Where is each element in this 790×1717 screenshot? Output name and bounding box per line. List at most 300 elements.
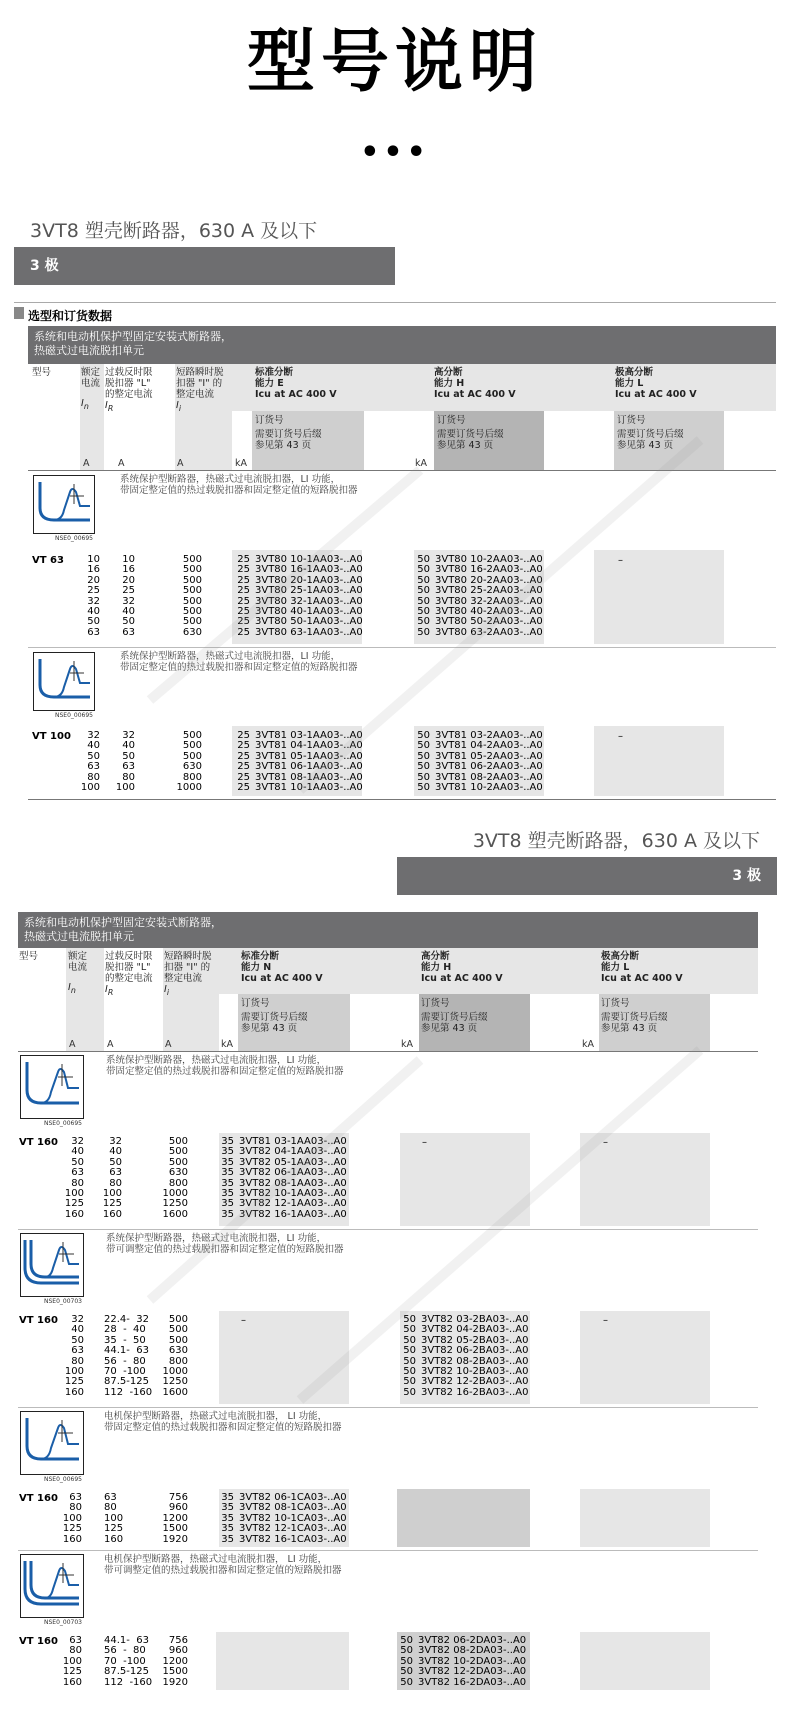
table-cell: 50 bbox=[400, 1635, 413, 1646]
table-cell: 500 bbox=[182, 606, 202, 618]
unit-ka: kA bbox=[401, 1039, 414, 1050]
table-cell: 35 bbox=[221, 1512, 234, 1524]
table-cell: 50 bbox=[417, 761, 430, 773]
table-cell: 125 bbox=[64, 1198, 84, 1210]
table-cell: 50 bbox=[400, 1655, 413, 1667]
table-cell: 50 bbox=[403, 1366, 416, 1378]
hdr-type: 型号 bbox=[32, 367, 52, 378]
col-order-e bbox=[255, 555, 363, 638]
section1-pole-bar bbox=[14, 247, 395, 285]
table-cell: 40 bbox=[109, 1146, 122, 1158]
table-cell: 50 bbox=[417, 616, 430, 628]
table2-title-bar bbox=[18, 912, 758, 948]
type-label: VT 160 bbox=[19, 1493, 58, 1504]
table-cell: 125 bbox=[104, 1523, 124, 1535]
table-cell: 50 bbox=[403, 1386, 416, 1398]
col-order-h bbox=[435, 555, 543, 638]
order-hdr-n: 订货号 需要订货号后缀 参见第 43 页 bbox=[241, 998, 308, 1034]
table-cell: 50 bbox=[417, 730, 430, 741]
table-cell: 3VT82 10-2BA03-..A0 bbox=[421, 1366, 529, 1378]
order-hdr-l: 订货号 需要订货号后缀 参见第 43 页 bbox=[601, 998, 668, 1034]
table-cell: 500 bbox=[182, 585, 202, 597]
group-rule bbox=[18, 1229, 758, 1230]
table-cell: 35 bbox=[221, 1188, 234, 1200]
table-cell: 50 bbox=[87, 616, 100, 628]
table-cell: 20 bbox=[87, 574, 100, 586]
table-cell: 3VT80 32-2AA03-..A0 bbox=[435, 595, 543, 607]
col-ir bbox=[104, 1636, 154, 1688]
table-cell: 50 bbox=[400, 1676, 413, 1688]
table-cell: 3VT80 25-1AA03-..A0 bbox=[255, 585, 363, 597]
table-cell: 63 bbox=[71, 1167, 84, 1179]
icon-code: NSE0_00695 bbox=[55, 535, 93, 542]
table-cell: 1500 bbox=[162, 1523, 188, 1535]
table-cell: 756 bbox=[168, 1635, 188, 1646]
icon-code: NSE0_00703 bbox=[44, 1298, 82, 1305]
table-cell: 80 bbox=[69, 1645, 82, 1657]
type-label: VT 160 bbox=[19, 1315, 58, 1326]
col-in bbox=[74, 731, 100, 793]
type-label: VT 100 bbox=[32, 731, 71, 742]
col-ka-e bbox=[234, 731, 250, 793]
table-title-line2: 热磁式过电流脱扣单元 bbox=[34, 344, 144, 357]
table-cell: 50 bbox=[417, 771, 430, 783]
table-cell: 40 bbox=[122, 606, 135, 618]
table-cell: 80 bbox=[69, 1502, 82, 1514]
hdr-capacity-l: 极高分断 能力 L Icu at AC 400 V bbox=[601, 951, 683, 984]
header-bottom-rule bbox=[18, 1051, 758, 1052]
table-cell: 50 bbox=[403, 1355, 416, 1367]
table-cell: 50 bbox=[417, 574, 430, 586]
group-description: 电机保护型断路器，热磁式过电流脱扣器， LI 功能， 带可调整定值的热过载脱扣器和固定整定值的短路脱扣器 bbox=[104, 1554, 342, 1576]
table-cell: 630 bbox=[182, 761, 202, 773]
table-cell: 32 bbox=[109, 1136, 122, 1147]
table-cell: 50 bbox=[403, 1334, 416, 1346]
not-available-dash: – bbox=[422, 1137, 427, 1148]
table-cell: 3VT81 04-1AA03-..A0 bbox=[255, 740, 363, 752]
table-cell: 3VT80 63-2AA03-..A0 bbox=[435, 626, 543, 638]
hdr-capacity-h: 高分断 能力 H Icu at AC 400 V bbox=[421, 951, 503, 984]
table-cell: 35 - 50 bbox=[104, 1334, 146, 1346]
table-cell: 3VT82 10-1AA03-..A0 bbox=[239, 1188, 347, 1200]
hdr-capacity-n: 标准分断 能力 N Icu at AC 400 V bbox=[241, 951, 323, 984]
table-cell: 25 bbox=[87, 585, 100, 597]
table-cell: 32 bbox=[71, 1314, 84, 1325]
not-available-dash: – bbox=[241, 1315, 246, 1326]
table-cell: 3VT82 10-2DA03-..A0 bbox=[418, 1655, 527, 1667]
table-cell: 125 bbox=[62, 1523, 82, 1535]
table-cell: 50 bbox=[417, 564, 430, 576]
table-cell: 100 bbox=[115, 782, 135, 794]
page-title: 型号说明 bbox=[246, 23, 543, 102]
table-cell: 50 bbox=[87, 750, 100, 762]
table-cell: 35 bbox=[221, 1533, 234, 1545]
col-ir bbox=[105, 731, 135, 793]
table-cell: 32 bbox=[87, 730, 100, 741]
table-cell: 1200 bbox=[162, 1512, 188, 1524]
table1-title-bar bbox=[28, 326, 776, 364]
table-cell: 3VT82 12-1CA03-..A0 bbox=[239, 1523, 347, 1535]
table-cell: 63 bbox=[87, 761, 100, 773]
col-ii bbox=[170, 555, 202, 638]
unit-a: A bbox=[177, 458, 184, 469]
col-ir bbox=[104, 1493, 134, 1545]
col-in bbox=[74, 555, 100, 638]
group-rule bbox=[28, 647, 776, 648]
col-ka-h bbox=[397, 1636, 413, 1688]
table-cell: 50 bbox=[122, 616, 135, 628]
order-hdr-h: 订货号 需要订货号后缀 参见第 43 页 bbox=[421, 998, 488, 1034]
row-shade-n bbox=[216, 1632, 349, 1690]
table-cell: 3VT82 06-2DA03-..A0 bbox=[418, 1635, 527, 1646]
section-marker bbox=[14, 307, 24, 319]
table-cell: 3VT82 16-2DA03-..A0 bbox=[418, 1676, 527, 1688]
col-ir bbox=[104, 1315, 154, 1398]
table-cell: 1000 bbox=[176, 782, 202, 794]
table-cell: 63 bbox=[71, 1345, 84, 1357]
table-cell: 28 - 40 bbox=[104, 1324, 146, 1336]
table-cell: 35 bbox=[221, 1208, 234, 1220]
table-cell: 500 bbox=[168, 1314, 188, 1325]
col-order-h bbox=[435, 731, 543, 793]
group-description: 系统保护型断路器，热磁式过电流脱扣器，LI 功能， 带固定整定值的热过载脱扣器和固定整定值的短路脱扣器 bbox=[120, 474, 358, 496]
table-cell: 3VT81 05-2AA03-..A0 bbox=[435, 750, 543, 762]
table-cell: 25 bbox=[237, 740, 250, 752]
table-cell: 3VT82 08-2BA03-..A0 bbox=[421, 1355, 529, 1367]
row-shade-l bbox=[580, 1632, 710, 1690]
table-cell: 87.5-125 bbox=[104, 1376, 149, 1388]
table-bottom-rule bbox=[28, 799, 776, 800]
row-shade-l bbox=[580, 1311, 710, 1404]
table-cell: 35 bbox=[221, 1198, 234, 1210]
hdr-short: 短路瞬时脱 扣器 "I" 的 整定电流 $I_i$ bbox=[164, 951, 212, 997]
table-cell: 16 bbox=[87, 564, 100, 576]
group-rule bbox=[18, 1550, 758, 1551]
table-cell: 50 bbox=[417, 782, 430, 794]
hdr-capacity-h: 高分断 能力 H Icu at AC 400 V bbox=[434, 367, 516, 400]
table-cell: 3VT81 10-1AA03-..A0 bbox=[255, 782, 363, 794]
table-cell: 3VT81 04-2AA03-..A0 bbox=[435, 740, 543, 752]
table-cell: 56 - 80 bbox=[104, 1355, 146, 1367]
icon-code: NSE0_00695 bbox=[44, 1120, 82, 1127]
table-cell: 3VT81 10-2AA03-..A0 bbox=[435, 782, 543, 794]
table-cell: 32 bbox=[122, 730, 135, 741]
icon-code: NSE0_00695 bbox=[55, 712, 93, 719]
col-ka-n bbox=[218, 1493, 234, 1545]
col-ka-h bbox=[414, 555, 430, 638]
table-cell: 100 bbox=[80, 782, 100, 794]
table-cell: 500 bbox=[168, 1324, 188, 1336]
table-cell: 160 bbox=[62, 1676, 82, 1688]
table-cell: 16 bbox=[122, 564, 135, 576]
table-cell: 500 bbox=[168, 1334, 188, 1346]
pole-label: 3 极 bbox=[732, 868, 761, 884]
col-in bbox=[58, 1493, 82, 1545]
table-cell: 500 bbox=[182, 750, 202, 762]
table-cell: 70 -100 bbox=[104, 1366, 146, 1378]
table-cell: 500 bbox=[168, 1146, 188, 1158]
table-cell: 63 bbox=[122, 626, 135, 638]
unit-ka: kA bbox=[221, 1039, 234, 1050]
table-cell: 3VT82 12-2BA03-..A0 bbox=[421, 1376, 529, 1388]
breaker-curve-icon bbox=[20, 1411, 84, 1475]
unit-ka: kA bbox=[582, 1039, 595, 1050]
col-order-n bbox=[239, 1493, 347, 1545]
table-cell: 960 bbox=[168, 1645, 188, 1657]
table-cell: 87.5-125 bbox=[104, 1666, 149, 1678]
hdr-rated: 额定 电流 $I_n$ bbox=[68, 951, 88, 995]
table-cell: 100 bbox=[102, 1188, 122, 1200]
col-in bbox=[60, 1137, 84, 1220]
table-cell: 80 bbox=[87, 771, 100, 783]
table-cell: 3VT82 12-2DA03-..A0 bbox=[418, 1666, 527, 1678]
table-cell: 500 bbox=[182, 616, 202, 628]
table-cell: 63 bbox=[104, 1492, 117, 1503]
table-cell: 1250 bbox=[162, 1198, 188, 1210]
row-shade-l bbox=[594, 726, 724, 796]
table-cell: 50 bbox=[400, 1645, 413, 1657]
row-shade-l bbox=[594, 550, 724, 644]
table-cell: 35 bbox=[221, 1156, 234, 1168]
table-cell: 25 bbox=[237, 771, 250, 783]
table-cell: 40 bbox=[87, 606, 100, 618]
table-cell: 25 bbox=[122, 585, 135, 597]
type-label: VT 63 bbox=[32, 555, 64, 566]
table-cell: 32 bbox=[71, 1136, 84, 1147]
table-cell: 50 bbox=[71, 1156, 84, 1168]
table-cell: 100 bbox=[104, 1512, 124, 1524]
table-cell: 50 bbox=[403, 1314, 416, 1325]
col-order-h bbox=[421, 1315, 529, 1398]
hdr-rated: 额定 电流 $I_n$ bbox=[81, 367, 101, 411]
col-ka-h bbox=[414, 731, 430, 793]
table-cell: 3VT82 04-2BA03-..A0 bbox=[421, 1324, 529, 1336]
table-cell: 70 -100 bbox=[104, 1655, 146, 1667]
table-cell: 500 bbox=[168, 1136, 188, 1147]
table-cell: 25 bbox=[237, 626, 250, 638]
table-cell: 3VT81 06-2AA03-..A0 bbox=[435, 761, 543, 773]
divider bbox=[14, 302, 776, 303]
table-cell: 80 bbox=[104, 1502, 117, 1514]
table-cell: 56 - 80 bbox=[104, 1645, 146, 1657]
table-cell: 40 bbox=[71, 1324, 84, 1336]
table-cell: 35 bbox=[221, 1502, 234, 1514]
not-available-dash: – bbox=[618, 555, 623, 566]
group-description: 电机保护型断路器，热磁式过电流脱扣器， LI 功能， 带固定整定值的热过载脱扣器和固定整定值的短路脱扣器 bbox=[104, 1411, 342, 1433]
table-cell: 35 bbox=[221, 1167, 234, 1179]
order-hdr-h: 订货号 需要订货号后缀 参见第 43 页 bbox=[437, 415, 504, 451]
table-cell: 50 bbox=[109, 1156, 122, 1168]
table-cell: 3VT82 10-1CA03-..A0 bbox=[239, 1512, 347, 1524]
table-cell: 112 -160 bbox=[104, 1386, 153, 1398]
table-cell: 3VT82 03-2BA03-..A0 bbox=[421, 1314, 529, 1325]
table-cell: 50 bbox=[403, 1324, 416, 1336]
table-cell: 630 bbox=[168, 1345, 188, 1357]
hdr-overload: 过载反时限 脱扣器 "L" 的整定电流 $I_R$ bbox=[105, 951, 153, 997]
table-cell: 35 bbox=[221, 1523, 234, 1535]
table-cell: 25 bbox=[237, 574, 250, 586]
table-cell: 44.1- 63 bbox=[104, 1635, 149, 1646]
col-ii bbox=[170, 731, 202, 793]
table-cell: 3VT82 05-1AA03-..A0 bbox=[239, 1156, 347, 1168]
table-cell: 25 bbox=[237, 564, 250, 576]
table-cell: 3VT81 03-2AA03-..A0 bbox=[435, 730, 543, 741]
table-cell: 35 bbox=[221, 1492, 234, 1503]
table-cell: 1600 bbox=[162, 1386, 188, 1398]
unit-ka: kA bbox=[235, 458, 248, 469]
table-cell: 3VT80 32-1AA03-..A0 bbox=[255, 595, 363, 607]
unit-a: A bbox=[118, 458, 125, 469]
table-cell: 50 bbox=[417, 606, 430, 618]
table-cell: 40 bbox=[122, 740, 135, 752]
table-cell: 22.4- 32 bbox=[104, 1314, 149, 1325]
group-rule bbox=[18, 1407, 758, 1408]
table-cell: 3VT80 20-2AA03-..A0 bbox=[435, 574, 543, 586]
table-cell: 80 bbox=[71, 1355, 84, 1367]
table-cell: 500 bbox=[182, 564, 202, 576]
table-cell: 1200 bbox=[162, 1655, 188, 1667]
table-cell: 3VT82 16-1CA03-..A0 bbox=[239, 1533, 347, 1545]
table-cell: 3VT80 50-1AA03-..A0 bbox=[255, 616, 363, 628]
col-ii bbox=[156, 1137, 188, 1220]
table-cell: 630 bbox=[182, 626, 202, 638]
table-cell: 3VT80 20-1AA03-..A0 bbox=[255, 574, 363, 586]
not-available-dash: – bbox=[603, 1137, 608, 1148]
type-label: VT 160 bbox=[19, 1137, 58, 1148]
table-cell: 960 bbox=[168, 1502, 188, 1514]
section1-heading: 3VT8 塑壳断路器，630 A 及以下 bbox=[30, 220, 318, 242]
pole-label: 3 极 bbox=[30, 258, 59, 274]
hdr-capacity-e: 标准分断 能力 E Icu at AC 400 V bbox=[255, 367, 337, 400]
group-description: 系统保护型断路器，热磁式过电流脱扣器，LI 功能， 带固定整定值的热过载脱扣器和固定整定值的短路脱扣器 bbox=[120, 651, 358, 673]
unit-a: A bbox=[107, 1039, 114, 1050]
row-shade-h bbox=[400, 1133, 530, 1226]
type-label: VT 160 bbox=[19, 1636, 58, 1647]
col-ii bbox=[156, 1315, 188, 1398]
breaker-curve-icon bbox=[33, 652, 95, 711]
table-cell: 1920 bbox=[162, 1676, 188, 1688]
icon-code: NSE0_00695 bbox=[44, 1476, 82, 1483]
col-ir bbox=[105, 555, 135, 638]
table-cell: 3VT82 08-1AA03-..A0 bbox=[239, 1177, 347, 1189]
table-cell: 500 bbox=[182, 554, 202, 565]
table-cell: 25 bbox=[237, 616, 250, 628]
table-cell: 40 bbox=[71, 1146, 84, 1158]
hdr-short: 短路瞬时脱 扣器 "I" 的 整定电流 $I_i$ bbox=[176, 367, 224, 413]
unit-a: A bbox=[165, 1039, 172, 1050]
table-cell: 756 bbox=[168, 1492, 188, 1503]
table-cell: 25 bbox=[237, 554, 250, 565]
col-order-e bbox=[255, 731, 363, 793]
table-cell: 160 bbox=[102, 1208, 122, 1220]
table-cell: 3VT82 06-1CA03-..A0 bbox=[239, 1492, 347, 1503]
table-cell: 500 bbox=[182, 730, 202, 741]
table-cell: 500 bbox=[182, 740, 202, 752]
table-title-line1: 系统和电动机保护型固定安装式断路器， bbox=[24, 916, 222, 929]
table-cell: 3VT82 12-1AA03-..A0 bbox=[239, 1198, 347, 1210]
table-cell: 25 bbox=[237, 782, 250, 794]
table-cell: 3VT82 06-1AA03-..A0 bbox=[239, 1167, 347, 1179]
col-ka-h bbox=[400, 1315, 416, 1398]
table-cell: 125 bbox=[62, 1666, 82, 1678]
not-available-dash: – bbox=[618, 731, 623, 742]
table-title-line2: 热磁式过电流脱扣单元 bbox=[24, 930, 134, 943]
row-shade-n bbox=[219, 1311, 349, 1404]
table-cell: 100 bbox=[64, 1366, 84, 1378]
table-cell: 63 bbox=[122, 761, 135, 773]
table-cell: 35 bbox=[221, 1146, 234, 1158]
table-cell: 800 bbox=[182, 771, 202, 783]
group-description: 系统保护型断路器，热磁式过电流脱扣器，LI 功能， 带可调整定值的热过载脱扣器和固定整定值的短路脱扣器 bbox=[106, 1233, 344, 1255]
col-order-h bbox=[418, 1636, 526, 1688]
col-ka-n bbox=[218, 1137, 234, 1220]
table-cell: 32 bbox=[87, 595, 100, 607]
section2-heading: 3VT8 塑壳断路器，630 A 及以下 bbox=[472, 830, 760, 852]
table-cell: 800 bbox=[168, 1177, 188, 1189]
breaker-curve-icon bbox=[20, 1055, 84, 1119]
table-cell: 3VT82 04-1AA03-..A0 bbox=[239, 1146, 347, 1158]
table-cell: 3VT82 08-1CA03-..A0 bbox=[239, 1502, 347, 1514]
table-cell: 80 bbox=[122, 771, 135, 783]
table-cell: 3VT82 06-2BA03-..A0 bbox=[421, 1345, 529, 1357]
selection-title: 选型和订货数据 bbox=[28, 309, 113, 323]
table-cell: 50 bbox=[403, 1345, 416, 1357]
table-cell: 3VT80 16-1AA03-..A0 bbox=[255, 564, 363, 576]
table-cell: 63 bbox=[87, 626, 100, 638]
table-cell: 500 bbox=[182, 574, 202, 586]
breaker-curve-icon bbox=[33, 475, 95, 534]
table-cell: 20 bbox=[122, 574, 135, 586]
col-in bbox=[58, 1636, 82, 1688]
table-cell: 1500 bbox=[162, 1666, 188, 1678]
table-cell: 80 bbox=[109, 1177, 122, 1189]
table-cell: 100 bbox=[64, 1188, 84, 1200]
header-bottom-rule bbox=[28, 470, 776, 471]
col-order-n bbox=[239, 1137, 347, 1220]
table-cell: 3VT82 08-2DA03-..A0 bbox=[418, 1645, 527, 1657]
table-cell: 25 bbox=[237, 595, 250, 607]
unit-ka: kA bbox=[415, 458, 428, 469]
table-cell: 3VT81 03-1AA03-..A0 bbox=[239, 1136, 347, 1147]
table-cell: 800 bbox=[168, 1355, 188, 1367]
table-cell: 3VT82 16-1AA03-..A0 bbox=[239, 1208, 347, 1220]
decorative-dots: ••• bbox=[360, 135, 430, 170]
table-cell: 25 bbox=[237, 585, 250, 597]
row-shade-l bbox=[580, 1133, 710, 1226]
table-cell: 25 bbox=[237, 730, 250, 741]
table-cell: 25 bbox=[237, 761, 250, 773]
order-hdr-e: 订货号 需要订货号后缀 参见第 43 页 bbox=[255, 415, 322, 451]
col-ii bbox=[156, 1493, 188, 1545]
table-cell: 1920 bbox=[162, 1533, 188, 1545]
table-cell: 44.1- 63 bbox=[104, 1345, 149, 1357]
col-ii bbox=[156, 1636, 188, 1688]
table-cell: 3VT80 63-1AA03-..A0 bbox=[255, 626, 363, 638]
table-cell: 3VT81 08-1AA03-..A0 bbox=[255, 771, 363, 783]
table-cell: 125 bbox=[102, 1198, 122, 1210]
table-cell: 80 bbox=[71, 1177, 84, 1189]
table-cell: 112 -160 bbox=[104, 1676, 153, 1688]
table-cell: 3VT80 10-2AA03-..A0 bbox=[435, 554, 543, 565]
table-cell: 50 bbox=[417, 626, 430, 638]
section2-pole-bar bbox=[397, 857, 777, 895]
table-cell: 3VT80 25-2AA03-..A0 bbox=[435, 585, 543, 597]
hdr-capacity-l: 极高分断 能力 L Icu at AC 400 V bbox=[615, 367, 697, 400]
hdr-type: 型号 bbox=[19, 951, 39, 962]
table-cell: 32 bbox=[122, 595, 135, 607]
group-description: 系统保护型断路器，热磁式过电流脱扣器，LI 功能， 带固定整定值的热过载脱扣器和固定整定值的短路脱扣器 bbox=[106, 1055, 344, 1077]
table-cell: 3VT81 08-2AA03-..A0 bbox=[435, 771, 543, 783]
